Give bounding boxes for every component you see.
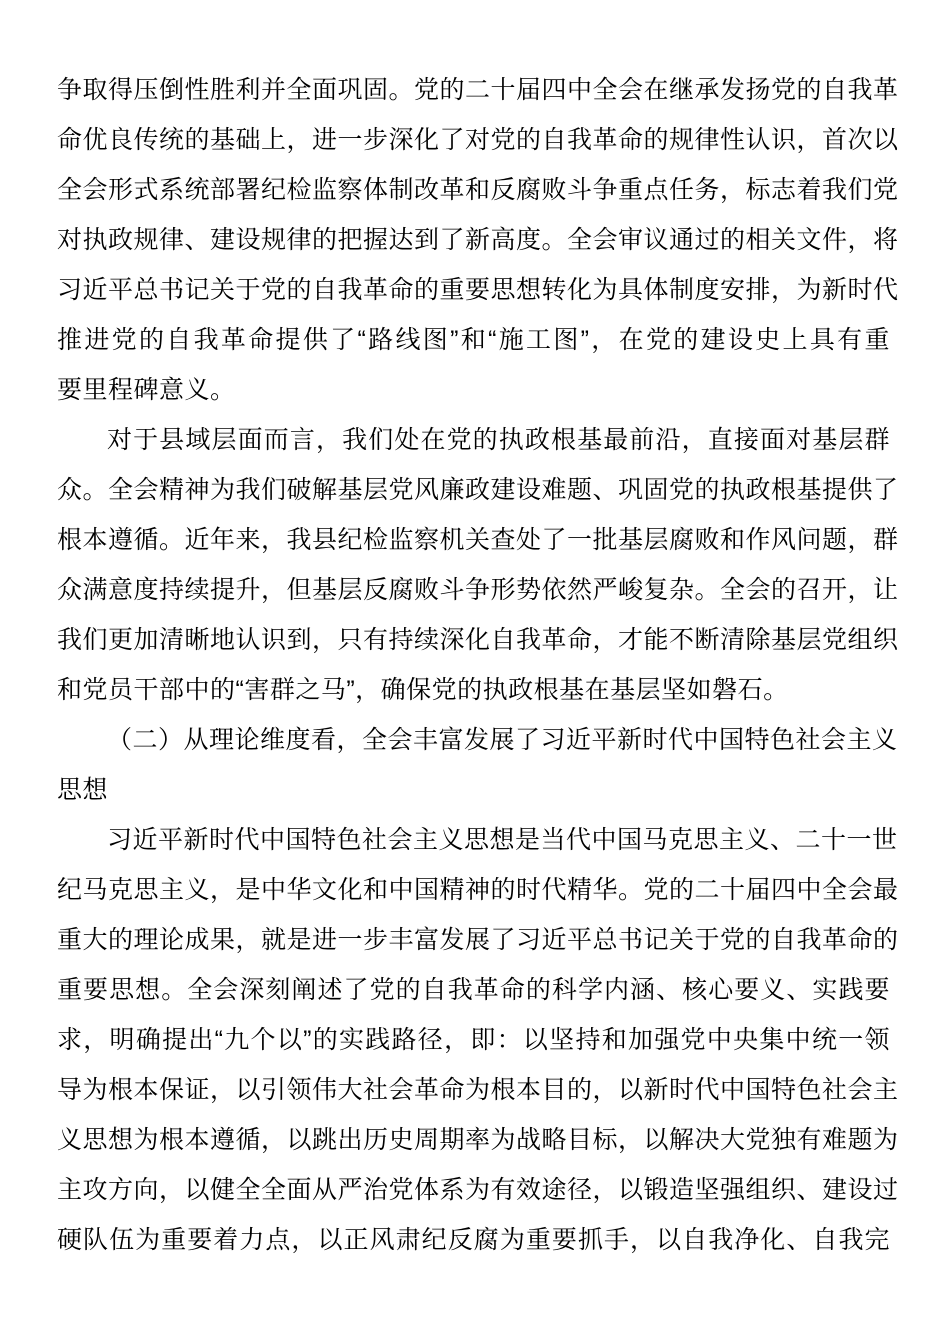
text-line: 导为根本保证，以引领伟大社会革命为根本目的，以新时代中国特色社会主 (57, 1076, 899, 1104)
text-line: 重大的理论成果，就是进一步丰富发展了习近平总书记关于党的自我革命的 (57, 926, 899, 954)
text-line: 全会形式系统部署纪检监察体制改革和反腐败斗争重点任务，标志着我们党 (57, 176, 899, 204)
document-body-text (57, 65, 899, 1265)
text-line: 根本遵循。近年来，我县纪检监察机关查处了一批基层腐败和作风问题，群 (57, 526, 899, 554)
text-line: 重要思想。全会深刻阐述了党的自我革命的科学内涵、核心要义、实践要 (57, 976, 890, 1004)
text-line: 义思想为根本遵循，以跳出历史周期率为战略目标，以解决大党独有难题为 (57, 1126, 899, 1154)
text-line: 硬队伍为重要着力点，以正风肃纪反腐为重要抓手，以自我净化、自我完 (57, 1226, 890, 1254)
text-line: 推进党的自我革命提供了“路线图”和“施工图”，在党的建设史上具有重 (57, 326, 890, 354)
text-line: 习近平总书记关于党的自我革命的重要思想转化为具体制度安排，为新时代 (57, 276, 899, 304)
text-line: 众。全会精神为我们破解基层党风廉政建设难题、巩固党的执政根基提供了 (57, 476, 899, 504)
text-line: 对执政规律、建设规律的把握达到了新高度。全会审议通过的相关文件，将 (57, 226, 899, 254)
text-line: 纪马克思主义，是中华文化和中国精神的时代精华。党的二十届四中全会最 (57, 876, 899, 904)
text-line: 要里程碑意义。 (57, 376, 236, 404)
section-heading-line: （二）从理论维度看，全会丰富发展了习近平新时代中国特色社会主义 (107, 726, 898, 754)
text-line: 命优良传统的基础上，进一步深化了对党的自我革命的规律性认识，首次以 (57, 126, 899, 154)
text-line: 和党员干部中的“害群之马”，确保党的执政根基在基层坚如磐石。 (57, 676, 789, 704)
text-line: 众满意度持续提升，但基层反腐败斗争形势依然严峻复杂。全会的召开，让 (57, 576, 899, 604)
text-line: 争取得压倒性胜利并全面巩固。党的二十届四中全会在继承发扬党的自我革 (57, 76, 899, 104)
text-line: 主攻方向，以健全全面从严治党体系为有效途径，以锻造坚强组织、建设过 (57, 1176, 899, 1204)
text-line: 我们更加清晰地认识到，只有持续深化自我革命，才能不断清除基层党组织 (57, 626, 899, 654)
section-heading-line: 思想 (57, 776, 109, 804)
text-line: 求，明确提出“九个以”的实践路径，即：以坚持和加强党中央集中统一领 (57, 1026, 890, 1054)
text-line: 习近平新时代中国特色社会主义思想是当代中国马克思主义、二十一世 (107, 826, 898, 854)
text-line: 对于县域层面而言，我们处在党的执政根基最前沿，直接面对基层群 (107, 426, 890, 454)
